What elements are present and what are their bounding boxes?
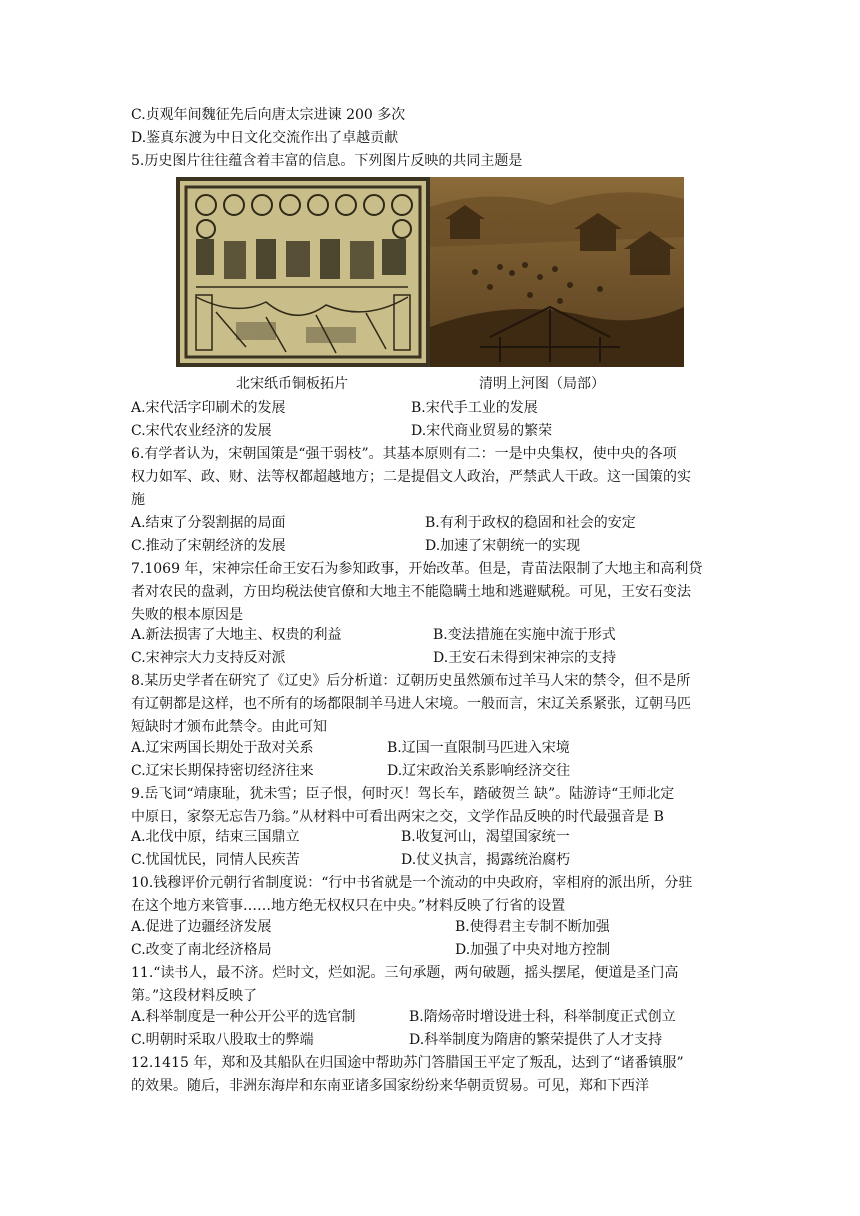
question-8 [131, 670, 731, 739]
question-12 [131, 1052, 731, 1098]
option-c[interactable]: C.辽宋长期保持密切经济往来 [131, 763, 314, 779]
question-7-options [131, 624, 731, 670]
question-5 [131, 150, 731, 173]
option-c[interactable]: C.宋代农业经济的发展 [131, 423, 272, 439]
option-a[interactable]: A.新法损害了大地主、权贵的利益 [131, 627, 342, 643]
option-d[interactable]: D.辽宋政治关系影响经济交往 [387, 763, 571, 779]
question-6-options [131, 512, 731, 558]
option-d[interactable]: D.王安石未得到宋神宗的支持 [433, 650, 617, 666]
option-d[interactable]: D.加强了中央对地方控制 [455, 942, 611, 958]
question-5-figures [176, 177, 684, 367]
figure-caption-qingming: 清明上河图（局部） [479, 376, 605, 392]
option-c[interactable]: C.宋神宗大力支持反对派 [131, 650, 286, 666]
question-stem: 中原日，家祭无忘告乃翁。”从材料中可看出两宋之交，文学作品反映的时代最强音是 B [131, 809, 664, 825]
option-d[interactable]: D.仗义执言，揭露统治腐朽 [401, 852, 571, 868]
option-d[interactable]: D.宋代商业贸易的繁荣 [411, 423, 553, 439]
question-stem: 权力如军、政、财、法等权都超越地方；二是提倡文人政治，严禁武人干政。这一国策的实 [131, 469, 691, 485]
question-5-options [131, 397, 731, 443]
option-b[interactable]: B.宋代手工业的发展 [411, 400, 538, 416]
question-10-options [131, 916, 731, 962]
question-stem: 施 [131, 492, 145, 508]
option-a[interactable]: A.辽宋两国长期处于敌对关系 [131, 740, 314, 756]
option-b[interactable]: B.使得君主专制不断加强 [455, 919, 610, 935]
option-b[interactable]: B.变法措施在实施中流于形式 [433, 627, 616, 643]
question-stem: 者对农民的盘剥，方田均税法使官僚和大地主不能隐瞒土地和逃避赋税。可见，王安石变法 [131, 584, 691, 600]
question-7 [131, 558, 731, 627]
option-b[interactable]: B.收复河山，渴望国家统一 [401, 829, 570, 845]
option-b[interactable]: B.隋炀帝时增设进士科，科举制度正式创立 [409, 1009, 676, 1025]
question-8-options [131, 737, 731, 783]
option-c: C.贞观年间魏征先后向唐太宗进谏 200 多次 [131, 107, 406, 123]
question-stem: 失败的根本原因是 [131, 607, 243, 623]
option-b[interactable]: B.辽国一直限制马匹进入宋境 [387, 740, 570, 756]
question-stem: 12.1415 年，郑和及其船队在归国途中帮助苏门答腊国王平定了叛乱，达到了“诸番镇服” [131, 1055, 684, 1071]
question-9 [131, 783, 731, 829]
question-9-options [131, 826, 731, 872]
option-c[interactable]: C.推动了宋朝经济的发展 [131, 538, 286, 554]
option-a[interactable]: A.结束了分裂割据的局面 [131, 515, 286, 531]
banknote-rubbing-image [176, 177, 430, 367]
option-d[interactable]: D.加速了宋朝统一的实现 [425, 538, 581, 554]
option-b[interactable]: B.有利于政权的稳固和社会的安定 [425, 515, 636, 531]
option-a[interactable]: A.科举制度是一种公开公平的选官制 [131, 1009, 356, 1025]
option-d: D.鉴真东渡为中日文化交流作出了卓越贡献 [131, 130, 399, 146]
question-11 [131, 962, 731, 1008]
question-stem: 11.“读书人，最不济。烂时文，烂如泥。三句承题，两句破题，摇头摆尾，便道是圣门高 [131, 965, 679, 981]
option-c[interactable]: C.明朝时采取八股取士的弊端 [131, 1032, 314, 1048]
question-stem: 6.有学者认为，宋朝国策是“强干弱枝”。其基本原则有二：一是中央集权，使中央的各项 [131, 446, 677, 462]
question-stem: 第。”这段材料反映了 [131, 988, 258, 1004]
previous-question-options [131, 104, 731, 150]
figure-caption-banknote: 北宋纸币铜板拓片 [236, 376, 348, 392]
question-stem: 在这个地方来管事……地方绝无权权只在中央。”材料反映了行省的设置 [131, 898, 566, 914]
qingming-scroll-image [430, 177, 684, 367]
question-stem: 有辽朝都是这样，也不所有的场都限制羊马进人宋境。一般而言，宋辽关系紧张，辽朝马匹 [131, 696, 691, 712]
question-6 [131, 443, 731, 512]
question-stem: 的效果。随后，非洲东海岸和东南亚诸多国家纷纷来华朝贡贸易。可见，郑和下西洋 [131, 1078, 649, 1094]
question-stem: 7.1069 年，宋神宗任命王安石为参知政事，开始改革。但是，青苗法限制了大地主和高利贷 [131, 561, 703, 577]
question-stem: 短缺时才颁布此禁令。由此可知 [131, 719, 327, 735]
question-stem: 10.钱穆评价元朝行省制度说：“行中书省就是一个流动的中央政府，宰相府的派出所，分驻 [131, 875, 693, 891]
option-a[interactable]: A.宋代活字印刷术的发展 [131, 400, 286, 416]
question-stem: 9.岳飞词“靖康耻，犹未雪；臣子恨，何时灭！驾长车，踏破贺兰 缺”。陆游诗“王师北定 [131, 786, 675, 802]
option-c[interactable]: C.忧国忧民，同情人民疾苦 [131, 852, 300, 868]
question-10 [131, 872, 731, 918]
question-11-options [131, 1006, 731, 1052]
option-d[interactable]: D.科举制度为隋唐的繁荣提供了人才支持 [409, 1032, 663, 1048]
option-a[interactable]: A.促进了边疆经济发展 [131, 919, 272, 935]
option-c[interactable]: C.改变了南北经济格局 [131, 942, 272, 958]
option-a[interactable]: A.北伐中原，结束三国鼎立 [131, 829, 300, 845]
question-stem: 5.历史图片往往蕴含着丰富的信息。下列图片反映的共同主题是 [131, 153, 523, 169]
question-stem: 8.某历史学者在研究了《辽史》后分析道：辽朝历史虽然颁布过羊马人宋的禁令，但不是所 [131, 673, 691, 689]
